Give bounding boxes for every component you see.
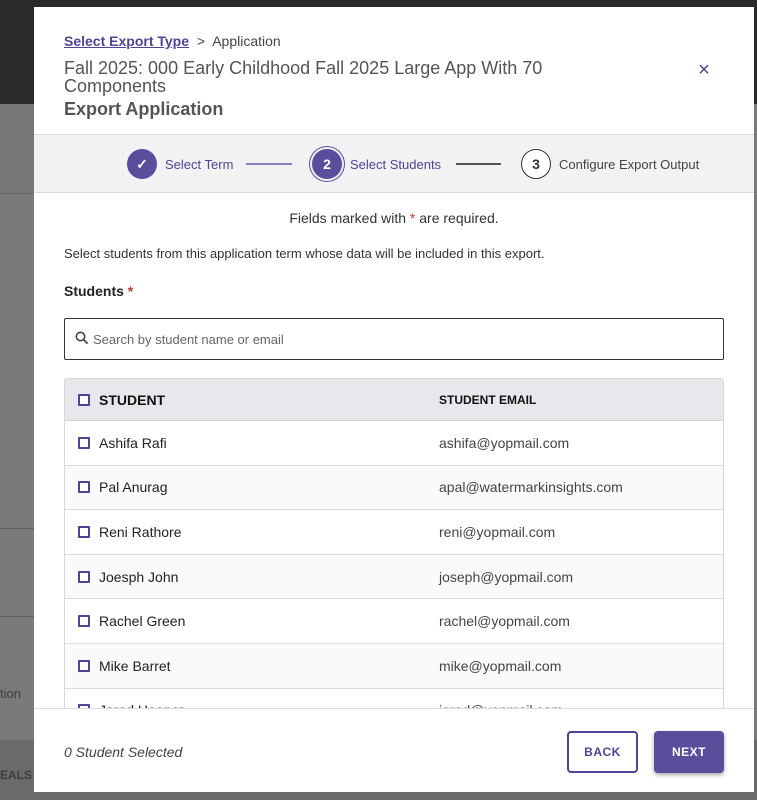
row-checkbox[interactable] xyxy=(78,571,90,583)
table-header xyxy=(65,379,723,421)
students-label-text: Students xyxy=(64,283,124,299)
student-cell xyxy=(65,524,439,540)
next-button[interactable]: NEXT xyxy=(654,731,724,773)
background-partial-text: tion xyxy=(0,686,21,701)
table-row xyxy=(65,466,723,511)
step-label: Select Students xyxy=(350,156,442,172)
term-title: Fall 2025: 000 Early Childhood Fall 2025 Large App With 70 Components xyxy=(64,58,543,96)
required-note xyxy=(64,210,724,226)
back-button[interactable]: BACK xyxy=(567,731,638,773)
export-modal xyxy=(34,7,754,792)
step-label: Configure Export Output xyxy=(559,156,700,172)
search-input[interactable] xyxy=(93,332,713,347)
student-cell xyxy=(65,613,439,629)
student-cell xyxy=(65,435,439,451)
student-cell xyxy=(65,569,439,585)
student-search xyxy=(64,318,724,360)
student-name: Mike Barret xyxy=(99,657,171,674)
table-row xyxy=(65,599,723,644)
close-icon[interactable]: × xyxy=(698,59,710,81)
breadcrumb-link-select-export-type[interactable]: Select Export Type xyxy=(64,33,190,49)
table-row xyxy=(65,421,723,466)
student-cell xyxy=(65,479,439,495)
modal-body xyxy=(34,193,754,708)
required-note-suffix: are required. xyxy=(419,210,499,226)
step-connector xyxy=(246,163,292,165)
students-label xyxy=(64,283,724,299)
row-checkbox[interactable] xyxy=(78,526,90,538)
student-name: Pal Anurag xyxy=(99,479,168,496)
step-configure-export-output xyxy=(521,149,699,179)
student-name: Ashifa Rafi xyxy=(99,434,167,451)
step-number: 3 xyxy=(521,149,551,179)
step-number: 2 xyxy=(312,149,342,179)
students-table xyxy=(64,378,724,734)
email-column-header: STUDENT EMAIL xyxy=(439,392,537,407)
checkmark-icon: ✓ xyxy=(127,149,157,179)
table-row xyxy=(65,510,723,555)
breadcrumb xyxy=(64,33,724,51)
instructions-text: Select students from this application term whose data will be included in this export. xyxy=(64,246,545,261)
table-row xyxy=(65,555,723,600)
breadcrumb-current: Application xyxy=(212,33,281,49)
student-name: Reni Rathore xyxy=(99,523,182,540)
step-connector xyxy=(456,163,501,165)
student-email: joseph@yopmail.com xyxy=(439,568,574,585)
table-row xyxy=(65,644,723,689)
student-email: reni@yopmail.com xyxy=(439,523,556,540)
required-asterisk: * xyxy=(409,210,416,226)
row-checkbox[interactable] xyxy=(78,660,90,672)
student-name: Rachel Green xyxy=(99,613,186,630)
modal-footer xyxy=(34,708,754,792)
step-label: Select Term xyxy=(165,156,234,172)
modal-header xyxy=(34,7,754,135)
student-email: rachel@yopmail.com xyxy=(439,613,570,630)
modal-title: Export Application xyxy=(64,99,224,119)
row-checkbox[interactable] xyxy=(78,615,90,627)
student-email: apal@watermarkinsights.com xyxy=(439,479,623,496)
required-note-prefix: Fields marked with xyxy=(289,210,407,226)
student-name: Joesph John xyxy=(99,568,179,585)
row-checkbox[interactable] xyxy=(78,481,90,493)
table-body xyxy=(65,421,723,733)
student-column-header xyxy=(65,392,439,408)
step-select-term xyxy=(127,149,233,179)
student-column-label: STUDENT xyxy=(99,391,166,408)
required-asterisk: * xyxy=(127,283,134,299)
breadcrumb-separator: > xyxy=(196,33,206,49)
step-select-students xyxy=(312,149,441,179)
row-checkbox[interactable] xyxy=(78,437,90,449)
student-cell xyxy=(65,658,439,674)
selected-count: 0 Student Selected xyxy=(64,744,183,760)
background-partial-text: EALS xyxy=(0,768,33,782)
select-all-checkbox[interactable] xyxy=(78,394,90,406)
student-email: ashifa@yopmail.com xyxy=(439,434,570,451)
search-icon xyxy=(65,331,93,348)
stepper xyxy=(34,135,754,193)
student-email: mike@yopmail.com xyxy=(439,657,562,674)
